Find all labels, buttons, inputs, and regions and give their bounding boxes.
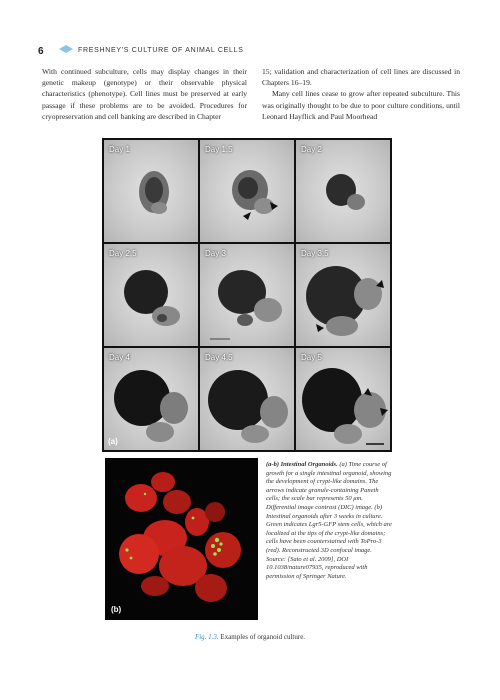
body-right-column bbox=[262, 66, 460, 122]
figure-a-micrograph-grid bbox=[102, 138, 392, 452]
panel-label: Day 5 bbox=[301, 353, 322, 362]
running-head: FRESHNEY'S CULTURE OF ANIMAL CELLS bbox=[78, 47, 244, 54]
organoid-image bbox=[104, 244, 198, 346]
panel-label: Day 3.5 bbox=[301, 249, 329, 258]
panel-day-4-5 bbox=[200, 348, 294, 450]
organoid-image bbox=[104, 140, 198, 242]
panel-label: Day 3 bbox=[205, 249, 226, 258]
panel-day-2 bbox=[296, 140, 390, 242]
page-number: 6 bbox=[38, 46, 44, 57]
panel-day-4 bbox=[104, 348, 198, 450]
caption-text: (a) Time course of growth for a single intestinal organoid, showing the development of crypt-like domains. The arrows indicate granule-containing Paneth cells; the scale bar represents 50 μm. Differential image contrast (DIC) image. (b) Intestinal organoids after 3 weeks in culture. Green indicates Lgr5-GFP stem cells, which are localized at the tips of the crypt-like domains; cells have been counterstained with ToPro-3 (red). Reconstructed 3D confocal image. Source: [Sato et al. 2009], DOI 10.1038/nature07935, reproduced with permission of Springer Nature. bbox=[266, 461, 392, 580]
right-paragraph-1: 15; validation and characterization of cell lines are discussed in Chapters 16–19. bbox=[262, 67, 460, 88]
organoid-image bbox=[200, 348, 294, 450]
organoid-image bbox=[104, 348, 198, 450]
organoid-image bbox=[296, 140, 390, 242]
panel-day-3-5 bbox=[296, 244, 390, 346]
panel-day-5 bbox=[296, 348, 390, 450]
figure-caption-text: Examples of organoid culture. bbox=[220, 633, 306, 641]
panel-label: Day 4 bbox=[109, 353, 130, 362]
figure-a-label: (a) bbox=[108, 437, 118, 446]
panel-label: Day 1.5 bbox=[205, 145, 233, 154]
organoid-image bbox=[200, 140, 294, 242]
panel-day-2-5 bbox=[104, 244, 198, 346]
header-diamond-icon bbox=[59, 45, 73, 53]
panel-label: Day 2.5 bbox=[109, 249, 137, 258]
right-paragraph-2: Many cell lines cease to grow after repeated subculture. This was originally thought to be due to poor culture conditions, until Leonard Hayflick and Paul Moorhead bbox=[262, 89, 460, 121]
left-paragraph: With continued subculture, cells may display changes in their genetic makeup (genotype) or their observable physical characteristics (phenotype). Cell lines must be preserved at early passage if these problems are to be avoided. Procedures for cryopreservation and cell banking are described in Chapter bbox=[42, 67, 247, 121]
organoid-confocal-image bbox=[105, 458, 258, 620]
panel-label: Day 4.5 bbox=[205, 353, 233, 362]
figure-b-label: (b) bbox=[111, 605, 122, 614]
figure-caption-line bbox=[0, 633, 500, 641]
figure-number: Fig. 1.3. bbox=[194, 633, 219, 641]
figure-b-confocal-image bbox=[105, 458, 258, 620]
panel-day-1-5 bbox=[200, 140, 294, 242]
panel-label: Day 2 bbox=[301, 145, 322, 154]
organoid-image bbox=[296, 348, 390, 450]
panel-day-1 bbox=[104, 140, 198, 242]
figure-caption-body bbox=[266, 461, 392, 581]
organoid-image bbox=[296, 244, 390, 346]
body-left-column bbox=[42, 66, 247, 122]
caption-title: (a-b) Intestinal Organoids. bbox=[266, 461, 338, 468]
organoid-image bbox=[200, 244, 294, 346]
panel-label: Day 1 bbox=[109, 145, 130, 154]
panel-day-3 bbox=[200, 244, 294, 346]
